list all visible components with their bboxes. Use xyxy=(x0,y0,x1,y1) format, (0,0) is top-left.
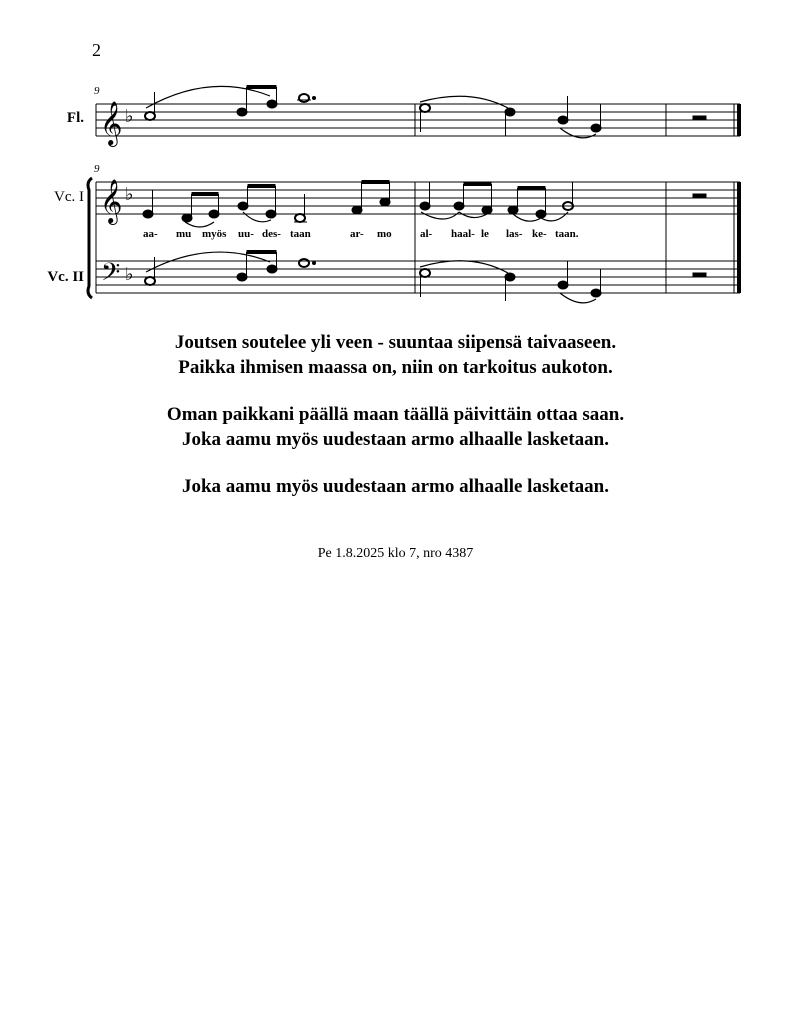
verse-line: Oman paikkani päällä maan täällä päivittäin ottaa saan. xyxy=(166,404,625,425)
staff-label-voice1: Vc. I xyxy=(54,189,84,205)
lyric-syllable: des- xyxy=(262,228,281,240)
lyric-syllable: le xyxy=(481,228,489,240)
lyrics-underlay xyxy=(143,228,579,240)
lyric-syllable: mu xyxy=(176,228,192,240)
lyric-syllable: aa- xyxy=(143,228,158,240)
flat-key-signature-icon: ♭ xyxy=(125,106,134,126)
lyric-syllable: haal- xyxy=(451,228,475,240)
measure-number-flute: 9 xyxy=(94,85,100,97)
music-score xyxy=(0,0,791,310)
verse-line: Joutsen soutelee yli veen - suuntaa siipensä taivaaseen. xyxy=(174,332,617,353)
bass-clef-icon: 𝄢 xyxy=(101,259,121,292)
treble-clef-icon: 𝄞 xyxy=(100,103,123,145)
system-bracket-icon xyxy=(88,178,92,298)
lyric-syllable: ar- xyxy=(350,228,364,240)
verse-line: Joka aamu myös uudestaan armo alhaalle lasketaan. xyxy=(181,476,610,497)
lyric-syllable: ke- xyxy=(532,228,547,240)
flat-key-signature-icon: ♭ xyxy=(125,264,134,284)
lyric-syllable: taan. xyxy=(555,228,579,240)
verse-3 xyxy=(0,474,791,499)
treble-clef-icon: 𝄞 xyxy=(100,181,123,223)
lyric-syllable: myös xyxy=(202,228,227,240)
verse-line: Joka aamu myös uudestaan armo alhaalle lasketaan. xyxy=(181,429,610,450)
lyric-syllable: las- xyxy=(506,228,523,240)
lyric-syllable: taan xyxy=(290,228,311,240)
voice2-staff xyxy=(96,182,740,293)
verse-1 xyxy=(0,330,791,380)
staff-label-flute: Fl. xyxy=(66,110,84,126)
verse-line: Paikka ihmisen maassa on, niin on tarkoitus aukoton. xyxy=(178,357,613,378)
lyric-syllable: al- xyxy=(420,228,433,240)
measure-number-voice: 9 xyxy=(94,163,100,175)
lyric-syllable: uu- xyxy=(238,228,254,240)
footer-date: Pe 1.8.2025 klo 7, nro 4387 xyxy=(317,546,474,561)
flute-staff xyxy=(96,104,740,136)
verse-2 xyxy=(0,402,791,452)
lyric-syllable: mo xyxy=(377,228,392,240)
flat-key-signature-icon: ♭ xyxy=(125,184,134,204)
staff-label-voice2: Vc. II xyxy=(47,269,84,285)
page-number: 2 xyxy=(92,40,101,60)
voice1-notes xyxy=(143,182,706,227)
voice1-staff xyxy=(96,182,740,214)
